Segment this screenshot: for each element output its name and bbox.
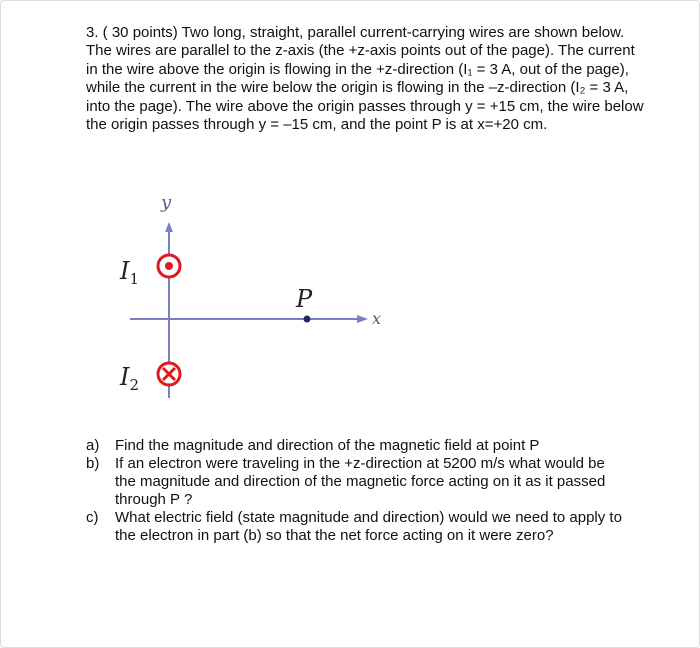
problem-statement: 3. ( 30 points) Two long, straight, parallel current-carrying wires are shown below. The wires are parallel to the z-axis (the +z-axis points out of the page). The current in the wire above the origin is flowing in the +z-direction (I₁ = 3 A, out of the page), while the current in the wire below the origin is flowing in the –z-direction (I₂ = 3 A, into the page). The wire above the origin passes through y = +15 cm, the wire below the origin passes through y = –15 cm, and the point P is at x=+20 cm. [86, 24, 644, 134]
question-list [86, 437, 626, 545]
y-axis-label: y [161, 192, 172, 213]
question-b-text: If an electron were traveling in the +z-direction at 5200 m/s what would be the magnitude and direction of the magnetic force acting on it as it passed through P ? [115, 455, 606, 508]
wire-1-label: $I_1$ [120, 257, 140, 288]
question-a-text: Find the magnitude and direction of the magnetic field at point P [115, 437, 540, 454]
point-p-label: P [296, 285, 313, 313]
question-b [86, 455, 626, 509]
question-a [86, 437, 626, 455]
y-axis-arrowhead [165, 222, 173, 232]
question-b-marker: b) [86, 455, 100, 472]
wire-out-of-page-dot [165, 262, 173, 270]
x-axis-arrowhead [357, 315, 368, 323]
wire-2-label: $I_2$ [120, 363, 140, 394]
question-a-marker: a) [86, 437, 100, 454]
point-p-marker [304, 316, 311, 323]
x-axis-label: x [372, 309, 382, 328]
question-c-text: What electric field (state magnitude and direction) would we need to apply to the electron in part (b) so that the net force acting on it were zero? [115, 509, 622, 544]
question-c-marker: c) [86, 509, 99, 526]
question-c [86, 509, 626, 545]
